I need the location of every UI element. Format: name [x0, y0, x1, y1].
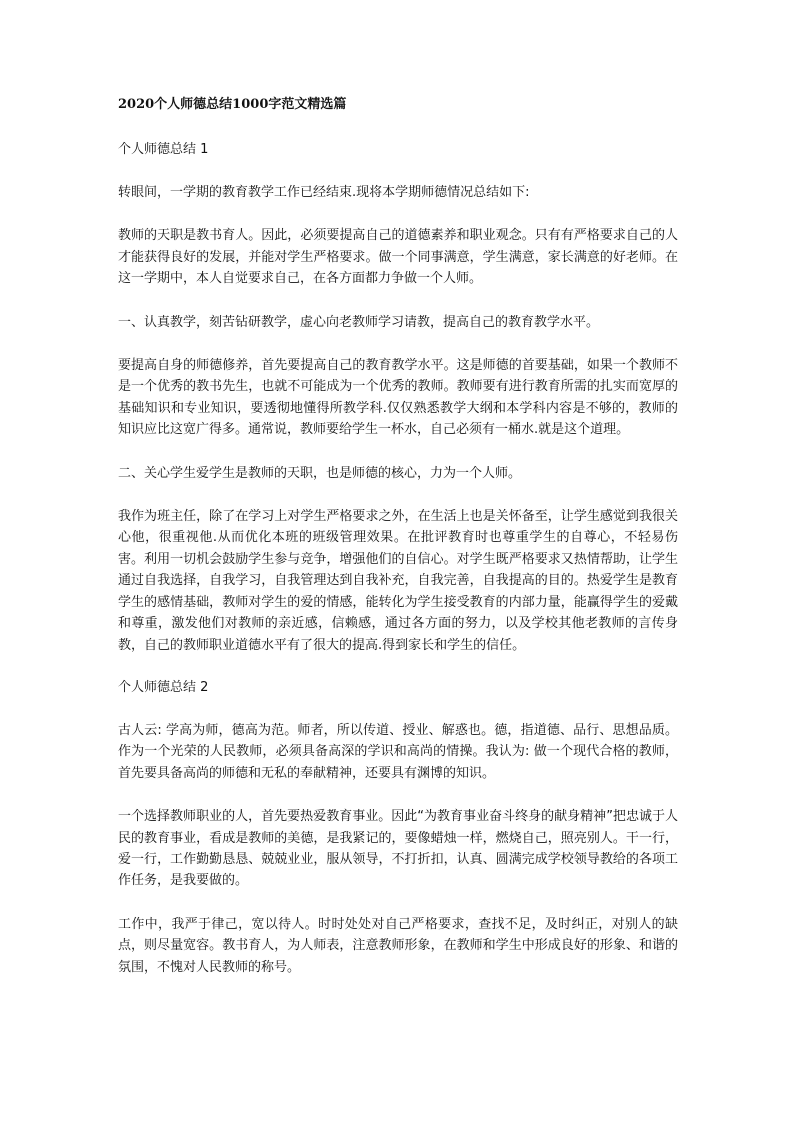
paragraph: 要提高自身的师德修养，首先要提高自己的教育教学水平。这是师德的首要基础，如果一个教师不是一个优秀的教书先生，也就不可能成为一个优秀的教师。教师要有进行教育所需的扎实而宽厚的基础知识和专业知识，要透彻地懂得所教学科.仅仅熟悉教学大纲和本学科内容是不够的，教师的知识应比这宽广得多。通常说，教师要给学生一杯水，自己必须有一桶水.就是这个道理。 [118, 358, 678, 438]
section-heading: 个人师德总结 2 [118, 679, 209, 695]
paragraph: 古人云: 学高为师，德高为范。师者，所以传道、授业、解惑也。德，指道德、品行、思想品质。作为一个光荣的人民教师，必须具备高深的学识和高尚的情操。我认为: 做一个现代合格的教师，首先要具备高尚的师德和无私的奉献精神，还要具有渊博的知识。 [118, 722, 678, 781]
paragraph: 我作为班主任，除了在学习上对学生严格要求之外，在生活上也是关怀备至，让学生感觉到我很关心他，很重视他.从而优化本班的班级管理效果。在批评教育时也尊重学生的自尊心，不轻易伤害。利用一切机会鼓励学生参与竞争，增强他们的自信心。对学生既严格要求又热情帮助，让学生通过自我选择，自我学习，自我管理达到自我补充，自我完善，自我提高的目的。热爱学生是教育学生的感情基础，教师对学生的爱的情感，能转化为学生接受教育的内部力量，能赢得学生的爱戴和尊重，激发他们对教师的亲近感，信赖感，通过各方面的努力，以及学校其他老教师的言传身教，自己的教师职业道德水平有了很大的提高.得到家长和学生的信任。 [118, 509, 678, 653]
paragraph: 工作中，我严于律己，宽以待人。时时处处对自己严格要求，查找不足，及时纠正，对别人的缺点，则尽量宽容。教书育人，为人师表，注意教师形象，在教师和学生中形成良好的形象、和谐的氛围，不愧对人民教师的称号。 [118, 916, 678, 975]
paragraph: 教师的天职是教书育人。因此，必须要提高自己的道德素养和职业观念。只有有严格要求自己的人才能获得良好的发展，并能对学生严格要求。做一个同事满意，学生满意，家长满意的好老师。在这一学期中，本人自觉要求自己，在各方面都力争做一个人师。 [118, 228, 678, 287]
paragraph: 一个选择教师职业的人，首先要热爱教育事业。因此“为教育事业奋斗终身的献身精神”把忠诚于人民的教育事业，看成是教师的美德，是我紧记的，要像蜡烛一样，燃烧自己，照亮别人。干一行，爱一行，工作勤勤恳恳、兢兢业业，服从领导，不打折扣，认真、圆满完成学校领导教给的各项工作任务，是我要做的。 [118, 809, 678, 889]
document-body [118, 140, 678, 978]
paragraph: 转眼间，一学期的教育教学工作已经结束.现将本学期师德情况总结如下: [118, 185, 530, 200]
document-page [118, 96, 678, 1000]
document-title: 2020个人师德总结1000字范文精选篇 [118, 97, 347, 112]
paragraph: 二、关心学生爱学生是教师的天职，也是师德的核心，力为一个人师。 [118, 465, 522, 481]
section-heading: 个人师德总结 1 [118, 142, 209, 157]
paragraph: 一、认真教学，刻苦钻研教学，虚心向老教师学习请教，提高自己的教育教学水平。 [118, 314, 600, 330]
